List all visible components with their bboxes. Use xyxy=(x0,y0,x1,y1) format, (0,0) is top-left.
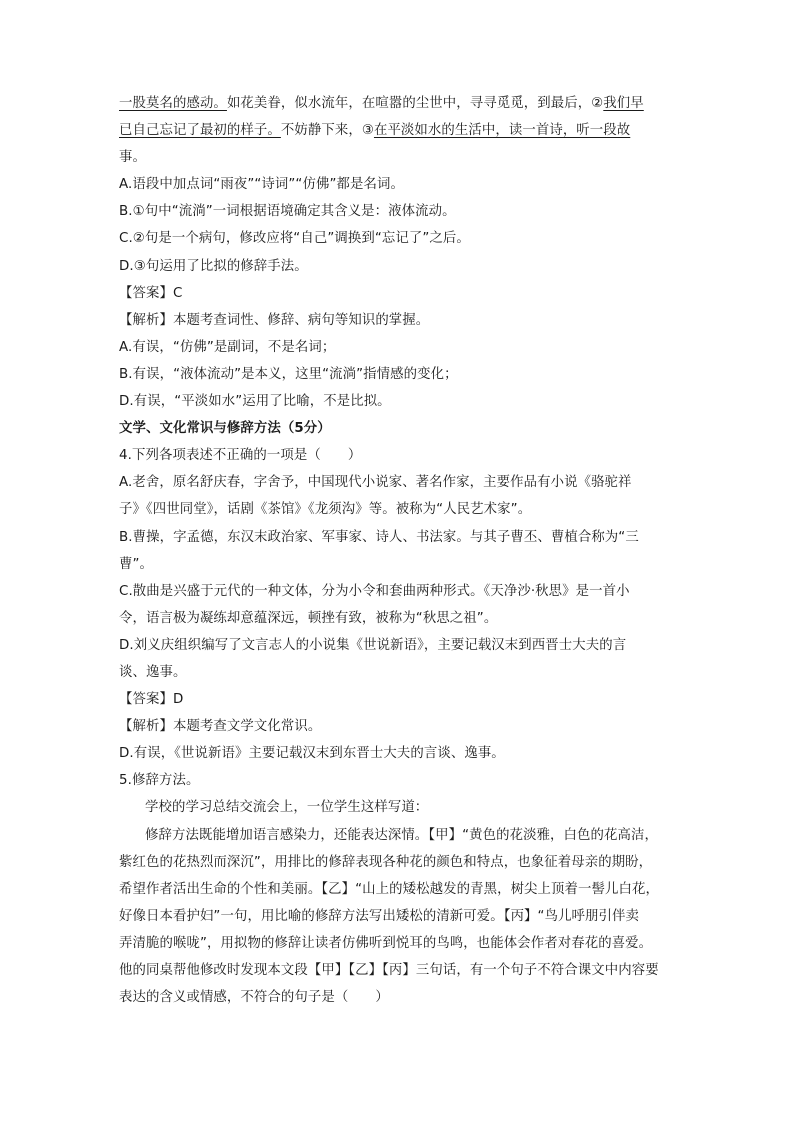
text-line xyxy=(119,578,694,605)
text-line xyxy=(119,930,694,957)
text-segment: D.有误，“平淡如水”运用了比喻，不是比拟。 xyxy=(119,394,391,410)
text-segment: 【解析】本题考查词性、修辞、病句等知识的掌握。 xyxy=(119,312,430,328)
text-line xyxy=(119,442,694,469)
text-segment: 5.修辞方法。 xyxy=(119,773,200,789)
underlined-text: 一股莫名的感动。 xyxy=(119,96,227,111)
text-segment: D.③句运用了比拟的修辞手法。 xyxy=(119,258,308,274)
text-segment: 紫红色的花热烈而深沉”，用排比的修辞表现各种花的颜色和特点，也象征着母亲的期盼， xyxy=(119,854,653,870)
text-segment: D.有误，《世说新语》主要记载汉末到东晋士大夫的言谈、逸事。 xyxy=(119,746,505,762)
section-heading xyxy=(119,415,694,442)
text-line xyxy=(119,496,694,523)
text-line xyxy=(119,551,694,578)
text-line xyxy=(119,388,694,415)
text-line xyxy=(119,225,694,252)
text-segment: 他的同桌帮他修改时发现本文段【甲】【乙】【丙】三句话，有一个句子不符合课文中内容要 xyxy=(119,963,659,978)
text-line xyxy=(119,659,694,686)
text-line xyxy=(119,849,694,876)
text-segment: 希望作者活出生命的个性和美丽。【乙】“山上的矮松越发的青黑，树尖上顶着一髻儿白花， xyxy=(119,881,659,897)
text-line xyxy=(119,171,694,198)
text-segment: 【答案】C xyxy=(119,285,183,301)
text-line xyxy=(119,90,694,117)
text-line xyxy=(119,524,694,551)
text-segment: 谈、逸事。 xyxy=(119,664,187,680)
text-segment: 子》《四世同堂》，话剧《茶馆》《龙须沟》等。被称为“人民艺术家”。 xyxy=(119,502,532,518)
text-line xyxy=(119,144,694,171)
text-line xyxy=(119,984,694,1011)
text-segment: C.散曲是兴盛于元代的一种文体，分为小令和套曲两种形式。《天净沙·秋思》是一首小 xyxy=(119,583,630,599)
text-line xyxy=(119,280,694,307)
text-segment: B.有误，“液体流动”是本义，这里“流淌”指情感的变化； xyxy=(119,366,458,382)
text-segment: 修辞方法既能增加语言感染力，还能表达深情。【甲】“黄色的花淡雅，白色的花高洁， xyxy=(145,827,658,843)
text-line xyxy=(119,307,694,334)
text-line xyxy=(119,957,694,984)
text-line xyxy=(119,767,694,794)
document-body xyxy=(119,90,694,1011)
text-line xyxy=(119,713,694,740)
text-line xyxy=(119,198,694,225)
text-line xyxy=(119,605,694,632)
text-segment: C.②句是一个病句，修改应将“自己”调换到“忘记了”之后。 xyxy=(119,231,470,247)
text-segment: 令，语言极为凝练却意蕴深远，顿挫有致，被称为“秋思之祖”。 xyxy=(119,610,498,626)
text-segment: 【解析】本题考查文学文化常识。 xyxy=(119,719,322,735)
text-segment: 事。 xyxy=(119,150,146,166)
text-line xyxy=(119,876,694,903)
text-line xyxy=(119,334,694,361)
text-line xyxy=(119,117,694,144)
text-line xyxy=(119,469,694,496)
underlined-text: 已自己忘记了最初的样子。 xyxy=(119,123,281,139)
text-segment: 【答案】D xyxy=(119,692,184,708)
text-segment: 弄清脆的喉咙”，用拟物的修辞让读者仿佛听到悦耳的鸟鸣，也能体会作者对春花的喜爱。 xyxy=(119,935,653,951)
text-line xyxy=(119,794,694,821)
text-line xyxy=(119,822,694,849)
text-line xyxy=(119,686,694,713)
text-segment: 曹”。 xyxy=(119,556,154,572)
text-segment: A.老舍，原名舒庆春，字舍予，中国现代小说家、著名作家，主要作品有小说《骆驼祥 xyxy=(119,475,632,491)
text-segment: 学校的学习总结交流会上，一位学生这样写道： xyxy=(145,800,429,816)
text-segment: 不妨静下来，③ xyxy=(280,123,374,139)
text-segment: 好像日本看护妇”一句，用比喻的修辞方法写出矮松的清新可爱。【丙】“鸟儿呼朋引伴卖 xyxy=(119,908,640,924)
text-segment: B.①句中“流淌”一词根据语境确定其含义是：液体流动。 xyxy=(119,204,456,220)
text-segment: 4.下列各项表述不正确的一项是（ ） xyxy=(119,448,362,464)
text-line xyxy=(119,740,694,767)
text-segment: D.刘义庆组织编写了文言志人的小说集《世说新语》，主要记载汉末到西晋士大夫的言 xyxy=(119,637,627,653)
text-segment: 如花美眷，似水流年，在喧嚣的尘世中，寻寻觅觅，到最后，② xyxy=(226,96,604,111)
underlined-text: 在平淡如水的生活中，读一首诗，听一段故 xyxy=(373,123,631,139)
text-line xyxy=(119,253,694,280)
text-segment: A.有误，“仿佛”是副词，不是名词； xyxy=(119,339,336,355)
text-segment: 文学、文化常识与修辞方法（5分） xyxy=(119,421,331,437)
text-segment: 表达的含义或情感，不符合的句子是（ ） xyxy=(119,990,389,1006)
text-line xyxy=(119,903,694,930)
text-segment: B.曹操，字孟德，东汉末政治家、军事家、诗人、书法家。与其子曹丕、曹植合称为“三 xyxy=(119,529,639,545)
text-line xyxy=(119,361,694,388)
text-segment: A.语段中加点词“雨夜”“诗词”“仿佛”都是名词。 xyxy=(119,177,404,193)
underlined-text: 我们早 xyxy=(603,96,644,111)
text-line xyxy=(119,632,694,659)
